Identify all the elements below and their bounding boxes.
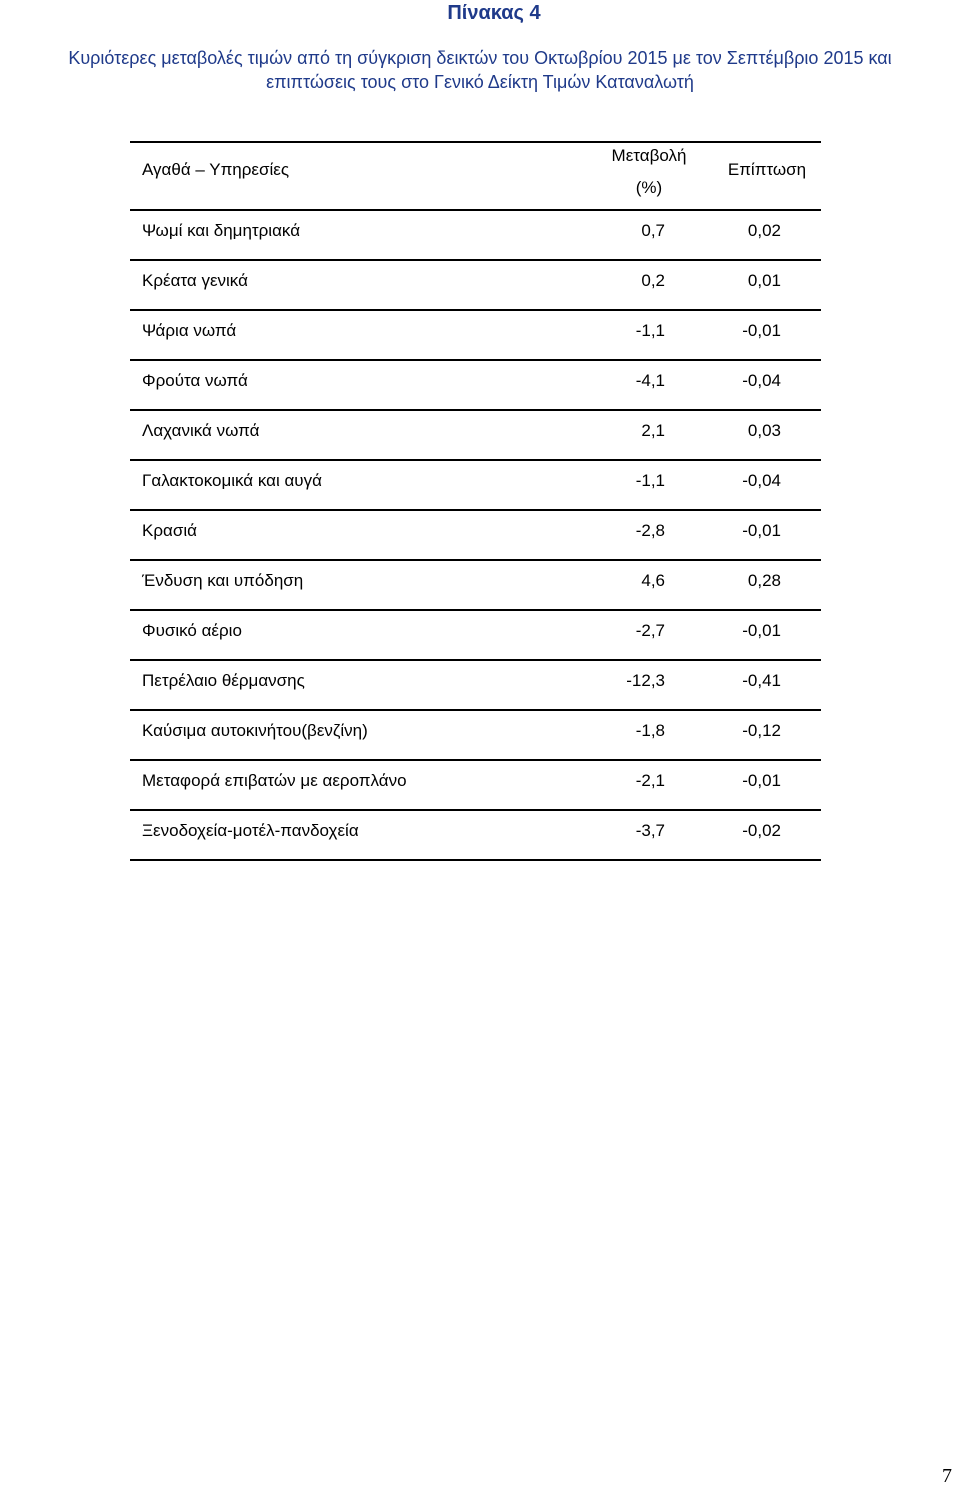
table-row — [130, 411, 821, 461]
row-change: -1,1 — [635, 471, 665, 490]
header-goods-services: Αγαθά – Υπηρεσίες — [142, 160, 290, 179]
row-impact: 0,01 — [747, 271, 781, 290]
header-change-unit: (%) — [635, 178, 663, 197]
row-item: Πετρέλαιο θέρμανσης — [142, 671, 305, 690]
price-changes-table — [130, 141, 821, 861]
table-row — [130, 211, 821, 261]
row-item: Ψάρια νωπά — [142, 321, 237, 340]
table-row — [130, 511, 821, 561]
row-impact: -0,04 — [742, 471, 781, 490]
table-row — [130, 561, 821, 611]
row-impact: -0,02 — [742, 821, 781, 840]
row-change: -3,7 — [635, 821, 665, 840]
row-impact: -0,41 — [742, 671, 781, 690]
row-item: Κρέατα γενικά — [142, 271, 248, 290]
page-number: 7 — [942, 1465, 952, 1487]
row-item: Ψωμί και δημητριακά — [142, 221, 301, 240]
row-item: Ξενοδοχεία-μοτέλ-πανδοχεία — [142, 821, 359, 840]
table-subtitle — [0, 46, 960, 94]
table-row — [130, 311, 821, 361]
table-row — [130, 461, 821, 511]
table-row — [130, 811, 821, 861]
row-impact: 0,03 — [747, 421, 781, 440]
row-change: -1,1 — [635, 321, 665, 340]
row-item: Καύσιμα αυτοκινήτου(βενζίνη) — [142, 721, 368, 740]
row-change: 2,1 — [641, 421, 665, 440]
row-change: 0,7 — [641, 221, 665, 240]
row-change: -1,8 — [635, 721, 665, 740]
table-row — [130, 611, 821, 661]
row-change: -12,3 — [626, 671, 665, 690]
row-change: -2,1 — [635, 771, 665, 790]
row-change: -4,1 — [635, 371, 665, 390]
table-row — [130, 661, 821, 711]
table-row — [130, 761, 821, 811]
row-change: 4,6 — [641, 571, 665, 590]
table-header-row — [130, 143, 821, 211]
row-change: 0,2 — [641, 271, 665, 290]
row-change: -2,8 — [635, 521, 665, 540]
header-change-label: Μεταβολή — [611, 146, 687, 165]
row-item: Μεταφορά επιβατών με αεροπλάνο — [142, 771, 407, 790]
row-impact: 0,02 — [747, 221, 781, 240]
row-item: Φρούτα νωπά — [142, 371, 248, 390]
row-impact: 0,28 — [747, 571, 781, 590]
row-impact: -0,12 — [742, 721, 781, 740]
subtitle-line-1: Κυριότερες μεταβολές τιμών από τη σύγκριση δεικτών του Οκτωβρίου 2015 με τον Σεπτέμβριο 2015 και — [68, 48, 892, 68]
table-row — [130, 361, 821, 411]
row-item: Φυσικό αέριο — [142, 621, 242, 640]
row-item: Λαχανικά νωπά — [142, 421, 260, 440]
row-impact: -0,01 — [742, 521, 781, 540]
header-impact: Επίπτωση — [727, 160, 807, 179]
subtitle-line-2: επιπτώσεις τους στο Γενικό Δείκτη Τιμών Καταναλωτή — [266, 72, 694, 92]
row-item: Γαλακτοκομικά και αυγά — [142, 471, 322, 490]
row-impact: -0,01 — [742, 321, 781, 340]
table-row — [130, 261, 821, 311]
row-impact: -0,01 — [742, 771, 781, 790]
table-heading: Πίνακας 4 — [447, 2, 541, 24]
row-item: Κρασιά — [142, 521, 197, 540]
row-impact: -0,01 — [742, 621, 781, 640]
row-impact: -0,04 — [742, 371, 781, 390]
row-change: -2,7 — [635, 621, 665, 640]
row-item: Ένδυση και υπόδηση — [142, 571, 304, 590]
table-row — [130, 711, 821, 761]
